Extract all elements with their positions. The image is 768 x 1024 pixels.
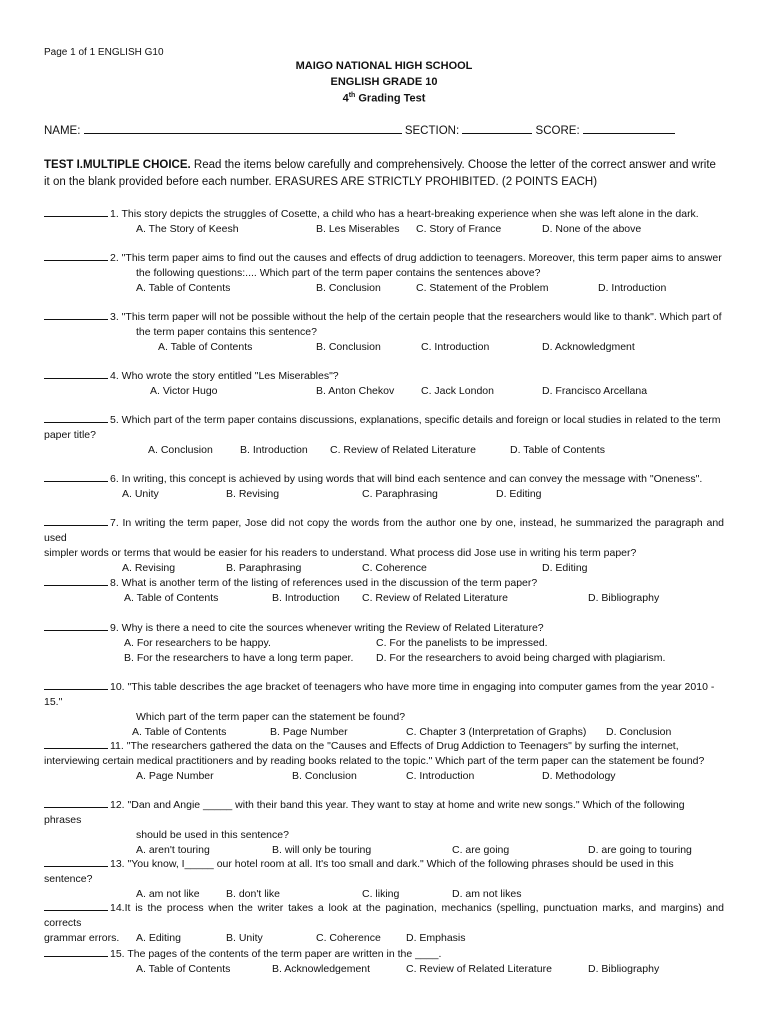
answer-blank[interactable] — [44, 250, 108, 261]
score-field[interactable] — [583, 123, 675, 134]
option-a: A. Editing — [136, 932, 181, 944]
option-c: C. are going — [452, 844, 510, 856]
answer-blank[interactable] — [44, 575, 108, 586]
option-a: A. The Story of Keesh — [136, 223, 239, 235]
option-c: C. Chapter 3 (Interpretation of Graphs) — [406, 726, 587, 738]
question-9: 9. Why is there a need to cite the sources whenever writing the Review of Related Literature? A. For researchers to be happy. C. For the panelists to be impressed. B. For the researchers to have a long term paper. D. For the researchers to avoid being charged with plagiarism. — [44, 620, 724, 666]
option-c: C. Introduction — [421, 341, 490, 353]
question-13: 13. "You know, I_____ our hotel room at all. It's too small and dark." Which of the following phrases should be used in this sentence? A. am not like B. don't like C. liking D. am not likes — [44, 858, 674, 900]
question-5: 5. Which part of the term paper contains discussions, explanations, specific details and foreign or local studies in related to the term paper title? A. Conclusion B. Introduction C. Review of Related Literature D. Table of Contents — [44, 414, 721, 456]
section-field[interactable] — [462, 123, 532, 134]
answer-blank[interactable] — [44, 471, 108, 482]
answer-blank[interactable] — [44, 206, 108, 217]
option-a: A. am not like — [136, 888, 200, 900]
option-b: B. Anton Chekov — [316, 385, 395, 397]
name-field[interactable] — [84, 123, 402, 134]
option-d: D. Bibliography — [588, 592, 660, 604]
option-b: B. Conclusion — [316, 341, 381, 353]
option-a: A. Page Number — [136, 770, 214, 782]
option-b: B. will only be touring — [272, 844, 372, 856]
option-a: A. Conclusion — [148, 444, 213, 456]
option-c: C. Paraphrasing — [362, 488, 438, 500]
score-label: SCORE: — [535, 125, 580, 137]
question-11: 11. "The researchers gathered the data on the "Causes and Effects of Drug Addiction to Teenagers" by surfing the internet, interviewing certain medical practitioners and by reading books related to the topic." Which part of the term paper can the statement be found? A. Page Number B. Conclusion C. Introduction D. Methodology — [44, 740, 705, 782]
option-d: D. am not likes — [452, 888, 522, 900]
answer-blank[interactable] — [44, 368, 108, 379]
option-a: A. For researchers to be happy. — [124, 637, 271, 649]
option-c: C. Statement of the Problem — [416, 282, 549, 294]
option-b: B. For the researchers to have a long term paper. — [124, 652, 354, 664]
option-a: A. Table of Contents — [132, 726, 227, 738]
option-d: D. are going to touring — [588, 844, 692, 856]
option-d: D. Editing — [542, 562, 588, 574]
name-label: NAME: — [44, 125, 81, 137]
answer-blank[interactable] — [44, 309, 108, 320]
option-b: B. don't like — [226, 888, 280, 900]
question-1: 1. This story depicts the struggles of Cosette, a child who has a heart-breaking experience when she was left alone in the dark. A. The Story of Keesh B. Les Miserables C. Story of France D. None of the above — [44, 206, 724, 237]
option-c: C. Review of Related Literature — [330, 444, 476, 456]
answer-blank[interactable] — [44, 412, 108, 423]
question-8: 8. What is another term of the listing of references used in the discussion of the term paper? A. Table of Contents B. Introduction C. Review of Related Literature D. Bibliography — [44, 575, 724, 606]
question-6: 6. In writing, this concept is achieved by using words that will bind each sentence and can convey the message with "Oneness". A. Unity B. Revising C. Paraphrasing D. Editing — [44, 471, 724, 502]
option-a: A. Table of Contents — [136, 963, 231, 975]
question-2: 2. "This term paper aims to find out the causes and effects of drug addiction to teenagers. Moreover, this term paper aims to answer the following questions:.... Which part of the term paper contains the sentences above? A. Table of Contents B. Conclusion C. Statement of the Problem D. Introduction — [44, 250, 724, 296]
answer-blank[interactable] — [44, 797, 108, 808]
option-a: A. Victor Hugo — [150, 385, 218, 397]
option-d: D. Introduction — [598, 282, 667, 294]
answer-blank[interactable] — [44, 620, 108, 631]
instructions: TEST I.MULTIPLE CHOICE. Read the items below carefully and comprehensively. Choose the letter of the correct answer and write it on the blank provided before each number. ERASURES ARE STRICTLY PROHIBITED. (2 POINTS EACH) — [44, 159, 716, 188]
option-d: D. Methodology — [542, 770, 616, 782]
option-d: D. Acknowledgment — [542, 341, 635, 353]
option-b: B. Introduction — [240, 444, 308, 456]
option-c: C. Introduction — [406, 770, 475, 782]
school-name: MAIGO NATIONAL HIGH SCHOOL — [295, 60, 473, 72]
question-14: 14.It is the process when the writer takes a look at the pagination, mechanics (spelling, punctuation marks, and margins) and corrects grammar errors. A. Editing B. Unity C. Coherence D. Emphasis — [44, 902, 724, 944]
student-info-line — [44, 123, 675, 137]
test-heading: TEST I.MULTIPLE CHOICE. — [44, 159, 191, 171]
option-d: D. Emphasis — [406, 932, 466, 944]
option-c: C. Review of Related Literature — [362, 592, 508, 604]
option-a: A. Table of Contents — [136, 282, 231, 294]
option-b: B. Acknowledgement — [272, 963, 371, 975]
answer-blank[interactable] — [44, 900, 108, 911]
question-4: 4. Who wrote the story entitled "Les Miserables"? A. Victor Hugo B. Anton Chekov C. Jack London D. Francisco Arcellana — [44, 368, 724, 399]
option-c: C. For the panelists to be impressed. — [376, 637, 548, 649]
answer-blank[interactable] — [44, 856, 108, 867]
option-b: B. Paraphrasing — [226, 562, 302, 574]
option-d: D. Editing — [496, 488, 542, 500]
option-d: D. For the researchers to avoid being charged with plagiarism. — [376, 652, 666, 664]
option-c: C. Review of Related Literature — [406, 963, 552, 975]
question-12: 12. "Dan and Angie _____ with their band this year. They want to stay at home and write new songs." Which of the following phrases should be used in this sentence? A. aren't touring B. will only be touring C. are going D. are going to touring — [44, 799, 692, 856]
option-a: A. Revising — [122, 562, 176, 574]
option-b: B. Revising — [226, 488, 280, 500]
grade-title: ENGLISH GRADE 10 — [330, 76, 438, 88]
option-a: A. Table of Contents — [158, 341, 253, 353]
page-label: Page 1 of 1 ENGLISH G10 — [44, 47, 164, 58]
option-c: C. Jack London — [421, 385, 494, 397]
section-label: SECTION: — [404, 125, 460, 137]
answer-blank[interactable] — [44, 946, 108, 957]
option-d: D. Bibliography — [588, 963, 660, 975]
option-c: C. Coherence — [362, 562, 427, 574]
option-b: B. Introduction — [272, 592, 340, 604]
option-c: C. liking — [362, 888, 400, 900]
option-b: B. Unity — [226, 932, 263, 944]
option-b: B. Les Miserables — [316, 223, 400, 235]
grading-title: 4th Grading Test — [342, 92, 426, 105]
option-b: B. Page Number — [270, 726, 348, 738]
answer-blank[interactable] — [44, 679, 108, 690]
option-a: A. Unity — [122, 488, 159, 500]
option-c: C. Story of France — [416, 223, 502, 235]
answer-blank[interactable] — [44, 738, 108, 749]
option-c: C. Coherence — [316, 932, 381, 944]
option-d: D. None of the above — [542, 223, 642, 235]
question-15: 15. The pages of the contents of the term paper are written in the ____. A. Table of Contents B. Acknowledgement C. Review of Related Literature D. Bibliography — [44, 946, 724, 977]
question-10: 10. "This table describes the age bracket of teenagers who have more time in engaging into computer games from the year 2010 - 15." Which part of the term paper can the statement be found? A. Table of Contents B. Page Number C. Chapter 3 (Interpretation of Graphs) D. Conclusion — [44, 681, 715, 738]
option-b: B. Conclusion — [292, 770, 357, 782]
option-d: D. Conclusion — [606, 726, 672, 738]
option-b: B. Conclusion — [316, 282, 381, 294]
question-7: 7. In writing the term paper, Jose did not copy the words from the author one by one, instead, he summarized the paragraph and used simpler words or terms that would be easier for his readers to understand. What process did Jose use in writing his term paper? A. Revising B. Paraphrasing C. Coherence D. Editing — [44, 517, 724, 574]
option-a: A. aren't touring — [136, 844, 210, 856]
answer-blank[interactable] — [44, 515, 108, 526]
option-d: D. Francisco Arcellana — [542, 385, 648, 397]
option-d: D. Table of Contents — [510, 444, 605, 456]
question-3: 3. "This term paper will not be possible without the help of the certain people that the researchers would like to thank". Which part of the term paper contains this sentence? A. Table of Contents B. Conclusion C. Introduction D. Acknowledgment — [44, 309, 724, 355]
option-a: A. Table of Contents — [124, 592, 219, 604]
